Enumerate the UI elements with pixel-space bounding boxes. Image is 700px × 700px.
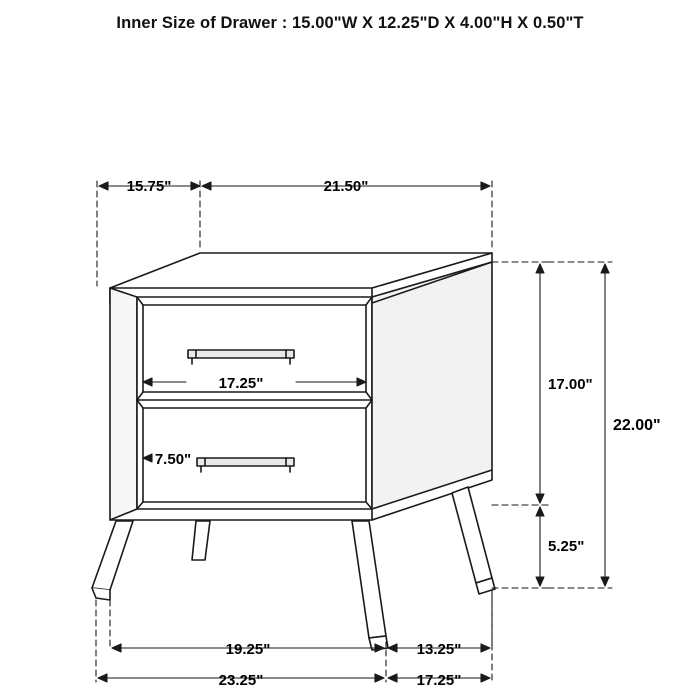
label-total-height: 22.00" — [613, 417, 661, 434]
label-top-width: 21.50" — [323, 178, 369, 195]
page-title: Inner Size of Drawer : 15.00"W X 12.25"D X 4.00"H X 0.50"T — [116, 14, 584, 32]
label-bottom-front-width: 19.25" — [225, 641, 271, 658]
cabinet-bottom-edge — [110, 509, 372, 520]
leg-rear-right — [452, 487, 495, 594]
cabinet-left-side — [110, 288, 137, 520]
label-top-left-depth: 15.75" — [126, 178, 172, 195]
label-drawer-top-width: 17.25" — [218, 375, 264, 392]
cabinet-right-side — [372, 262, 492, 509]
label-leg-height: 5.25" — [548, 538, 585, 555]
label-drawer-bottom-width: 7.50" — [154, 451, 192, 468]
leg-front-right — [352, 521, 388, 650]
label-overall-bottom-width: 23.25" — [218, 672, 264, 689]
label-overall-bottom-depth: 17.25" — [416, 672, 462, 689]
leg-rear-left — [192, 521, 210, 560]
label-bottom-side-depth: 13.25" — [416, 641, 462, 658]
leg-front-left — [92, 521, 133, 600]
label-case-height: 17.00" — [548, 376, 593, 393]
